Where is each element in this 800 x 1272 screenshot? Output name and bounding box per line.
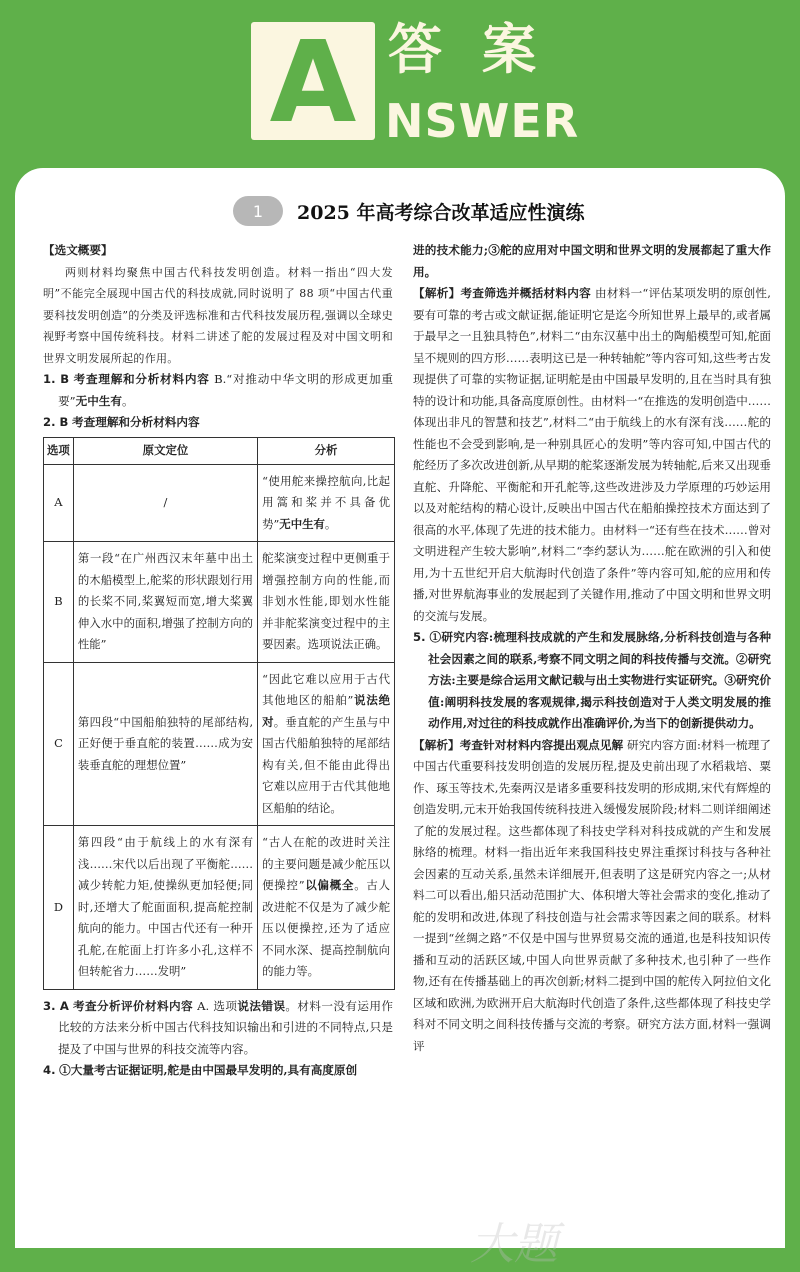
summary-text: 两则材料均聚焦中国古代科技发明创造。材料一指出“四大发明”不能完全展现中国古代的科技成就,同时说明了 88 项“中国古代重要科技发明创造”的分类及评选标准和古代科技发展历程,强调以全球史视野考察中国传统科技。材料二讲述了舵的发展过程及对中国文明和世界文明发展所起的作用。 — [43, 265, 393, 365]
table-row — [44, 542, 395, 663]
question-1-text: B.“对推动中华文明的形成更加重要” — [58, 372, 393, 408]
analysis-4-tag: 【解析】考查筛选并概括材料内容 — [413, 286, 591, 300]
table-row — [44, 662, 395, 826]
question-3 — [43, 996, 393, 1061]
section-title — [15, 196, 785, 228]
answer-title-cn: 答案 — [388, 18, 576, 81]
question-2-number: 2. B — [43, 415, 69, 429]
table-cell-original: 第四段“由于航线上的水有深有浅……宋代以后出现了平衡舵……减少转舵力矩,使操纵更加轻便;同时,还增大了舵面面积,提高舵控制航向的能力。中国古代还有一种开孔舵,在舵面上打许多小孔,这样不但转舵省力……发明” — [73, 826, 257, 990]
left-column — [43, 240, 393, 1082]
watermark: 大题 — [470, 1219, 558, 1270]
question-1-verdict: 无中生有 — [75, 393, 122, 408]
table-cell-analysis: “使用舵来操控航向,比起用篙和桨并不具备优势”无中生有。 — [258, 464, 395, 542]
analysis-5-tag: 【解析】考查针对材料内容提出观点见解 — [413, 737, 624, 752]
table-header-analysis: 分析 — [258, 437, 395, 464]
question-5-text: ①研究内容:梳理科技成就的产生和发展脉络,分析科技创造与各种社会因素之间的联系,考察不同文明之间的科技传播与交流。②研究方法:主要是综合运用文献记载与出土实物进行实证研究。③研究价值:阐明科技发展的客观规律,揭示科技创造对于人类文明发展的推动作用,对过往的科技成就作出准确评价,为当下的创新提供动力。 — [428, 630, 771, 730]
question-4-continued: 进的技术能力;③舵的应用对中国文明和世界文明的发展都起了重大作用。 — [413, 243, 771, 279]
question-5-number: 5. — [413, 630, 426, 644]
answer-logo-letter: A — [269, 18, 357, 148]
table-cell-option: C — [44, 662, 74, 826]
table-cell-analysis: “因此它难以应用于古代其他地区的船舶”说法绝对。垂直舵的产生虽与中国古代船舶独特的尾部结构有关,但不能由此得出它难以应用于古代其他地区船舶的结论。 — [258, 662, 395, 826]
section-number-badge: 1 — [233, 196, 283, 226]
analysis-4-text: 由材料一“评估某项发明的原创性,要有可靠的考古或文献证据,能证明它是迄今所知世界上最早的,或者属于最早之一且独具特色”,材料二“由东汉墓中出土的陶船模型可知,舵面呈不规则的四方形……表明这已是一种转轴舵”等内容可知,这些考古发现提供了可靠的实物证据,证明舵是由中国最早发明的,且在当时具有独特的设计和功能,具备高度原创性。由材料一“在推选的发明创造中……体现出非凡的智慧和技艺”,材料二“由于航线上的水有深有浅……舵的性能也不会受到影响,是一种别具匠心的发明”等内容可知,中国古代的舵经历了多次改进创新,从早期的舵桨逐渐发展为转轴舵,后来又出现垂直舵、升降舵、平衡舵和开孔舵等,这些改进涉及力学原理的巧妙运用以及对舵结构的精心设计,反映出中国古代在船舶操控技术方面达到了很高的水平,体现了先进的技术能力。由材料一“还有些在技术……曾对文明进程产生较大影响”,材料二“李约瑟认为……舵在欧洲的引入和使用,为十五世纪开启大航海时代创造了条件”等内容可知,舵的应用和传播,对世界航海事业的发展起到了关键作用,推动了中国文明和世界文明的交流与发展。 — [413, 286, 771, 623]
question-1-tail: 。 — [122, 393, 134, 408]
question-5 — [413, 627, 771, 735]
table-cell-original: 第四段“中国船舶独特的尾部结构,正好便于垂直舵的装置……成为安装垂直舵的理想位置” — [73, 662, 257, 826]
answer-header — [0, 0, 800, 165]
question-3-lead: A. 选项 — [197, 998, 238, 1013]
summary-tag: 【选文概要】 — [43, 243, 113, 257]
table-cell-analysis: 舵桨演变过程中更侧重于增强控制方向的性能,而非划水性能,即划水性能并非舵桨演变过程中的主要因素。选项说法正确。 — [258, 542, 395, 663]
table-row — [44, 826, 395, 990]
table-cell-original: / — [73, 464, 257, 542]
table-cell-option: D — [44, 826, 74, 990]
question-3-text: 。材料一没有运用作比较的方法来分析中国古代科技知识输出和引进的不同特点,只是提及了中国与世界的科技交流等内容。 — [58, 998, 394, 1056]
question-1-type: 考查理解和分析材料内容 — [73, 372, 210, 386]
question-4-text: ①大量考古证据证明,舵是由中国最早发明的,具有高度原创 — [59, 1063, 358, 1077]
options-table — [43, 437, 395, 990]
question-4-number: 4. — [43, 1063, 56, 1077]
table-cell-option: A — [44, 464, 74, 542]
question-1-number: 1. B — [43, 372, 70, 386]
table-header-original: 原文定位 — [73, 437, 257, 464]
question-3-number: 3. A — [43, 998, 69, 1013]
table-header-row — [44, 437, 395, 464]
answer-logo-box — [251, 18, 375, 148]
analysis-4 — [413, 283, 771, 627]
table-cell-option: B — [44, 542, 74, 663]
right-column — [413, 240, 771, 1057]
table-cell-analysis: “古人在舵的改进时关注的主要问题是减少舵压以便操控”以偏概全。古人改进舵不仅是为了减少舵压以便操控,还为了适应不同水深、提高控制航向的能力等。 — [258, 826, 395, 990]
question-2-type: 考查理解和分析材料内容 — [72, 415, 200, 429]
question-1 — [43, 369, 393, 412]
analysis-5 — [413, 735, 771, 1058]
answer-title-en: NSWER — [385, 94, 580, 148]
table-header-option: 选项 — [44, 437, 74, 464]
section-title-text: 2025 年高考综合改革适应性演练 — [297, 202, 585, 224]
question-2 — [43, 412, 393, 434]
question-3-verdict: 说法错误 — [237, 998, 286, 1013]
answer-card — [15, 168, 785, 1270]
question-4 — [43, 1060, 393, 1082]
table-cell-original: 第一段“在广州西汉末年墓中出土的木船模型上,舵桨的形状跟划行用的长桨不同,桨翼短而宽,增大桨翼伸入水中的面积,增强了控制方向的性能” — [73, 542, 257, 663]
analysis-5-text: 研究内容方面:材料一梳理了中国古代重要科技发明创造的发展历程,提及史前出现了水稻栽培、粟作、琢玉等技术,先秦两汉是诸多重要科技发明的形成期,宋代有辉煌的创造发明,元末开始我国传统科技进入缓慢发展阶段;材料二则详细阐述了舵的发展过程。这些都体现了科技史学科对科技成就的产生和发展脉络的梳理。材料一指出近年来我国科技史界注重探讨科技与各种社会因素的互动关系,虽然未详细展开,但表明了这是研究内容之一;从材料二可以看出,船只活动范围扩大、体积增大等社会需求的变化,推动了舵的发明和改进,体现了科技创造与社会需求等因素之间的联系。材料一提到“丝绸之路”不仅是中国与世界贸易交流的通道,也是科技知识传播和互动的活跃区域,中国人向世界贡献了多种技术,也引种了一些作物,还有在传播基础上的再次创新;材料二提到中国的舵传入阿拉伯文化区域和欧洲,为欧洲开启大航海时代创造了条件,这些都体现了科技史学科对不同文明之间科技传播与交流的考察。研究方法方面,材料一强调评 — [413, 737, 771, 1053]
question-3-type: 考查分析评价材料内容 — [73, 998, 194, 1013]
table-row — [44, 464, 395, 542]
